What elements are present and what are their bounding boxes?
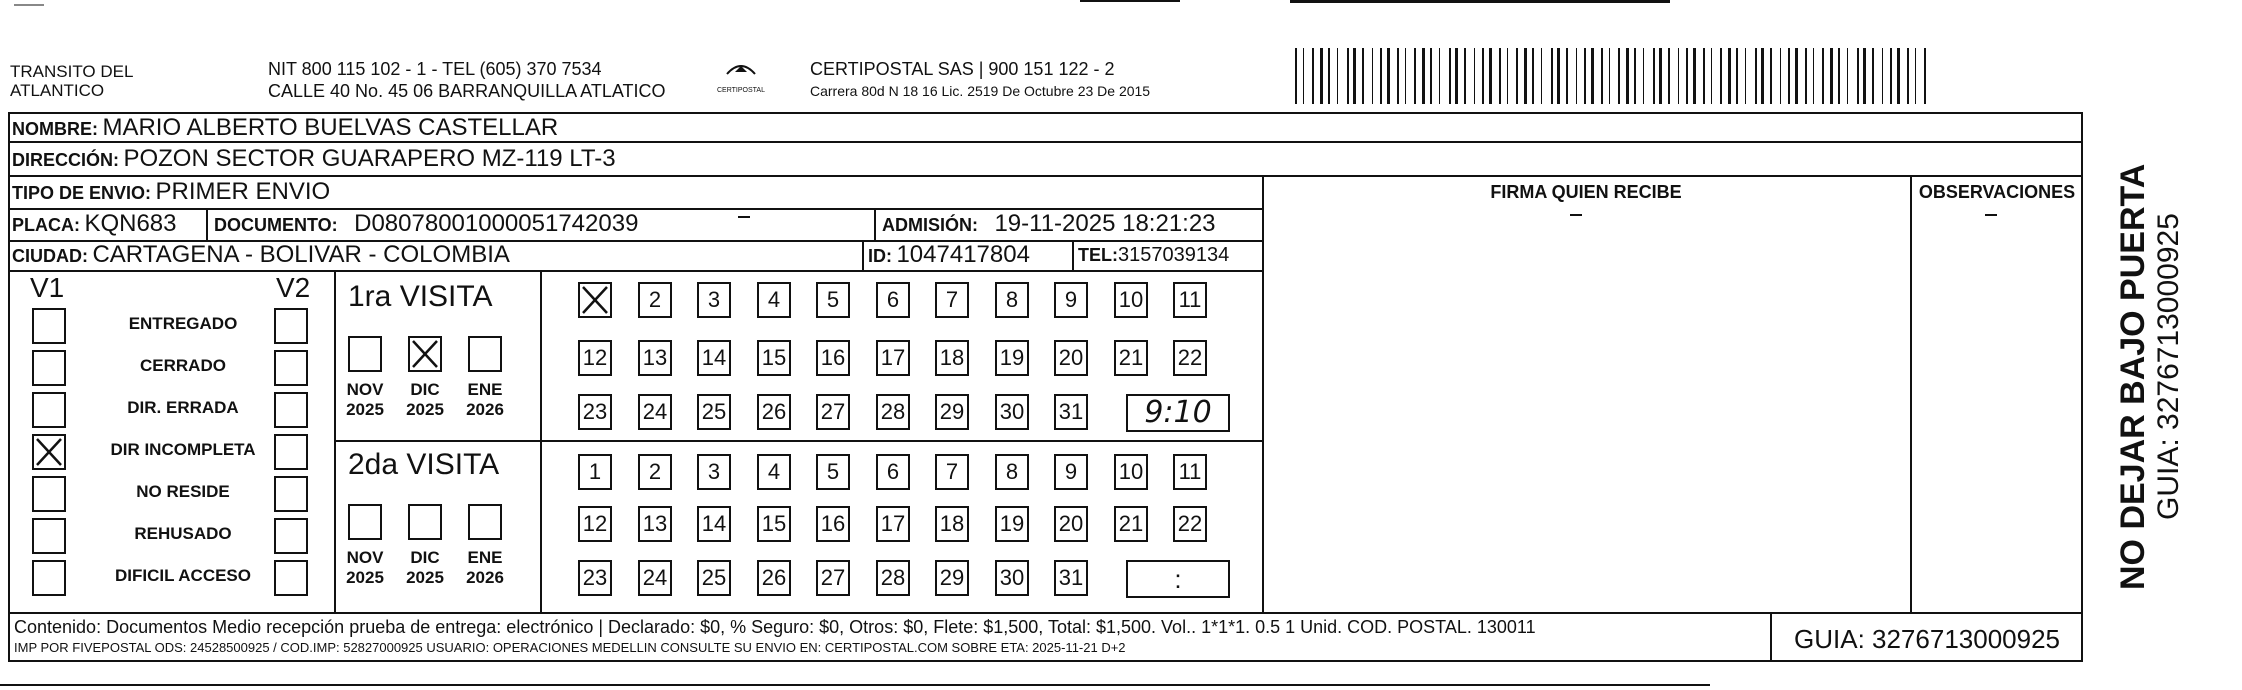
day-box[interactable]: 26 — [757, 394, 791, 430]
month-label — [460, 548, 510, 588]
footer-print-line: IMP POR FIVEPOSTAL ODS: 24528500925 / COD.IMP: 52827000925 USUARIO: OPERACIONES MEDELLIN CONSULTE SU ENVIO EN: CERTIPOSTAL.COM SOBRE ETA: 2025-11-21 D+2 — [14, 640, 1126, 655]
name-row — [12, 114, 558, 145]
month-label — [340, 548, 390, 588]
barcode — [1295, 48, 1930, 104]
address-value: POZON SECTOR GUARAPERO MZ-119 LT-3 — [123, 145, 616, 172]
top-scan-mark — [1080, 0, 1180, 2]
day-box[interactable]: 28 — [876, 560, 910, 596]
v2-checkbox[interactable] — [274, 476, 308, 512]
day-box[interactable]: 5 — [816, 282, 850, 318]
day-box[interactable]: 25 — [697, 394, 731, 430]
day-box[interactable]: 10 — [1114, 282, 1148, 318]
col-divider — [2081, 141, 2083, 175]
address-label: DIRECCIÓN: — [12, 150, 119, 170]
day-box[interactable]: 7 — [935, 282, 969, 318]
status-label: ENTREGADO — [128, 314, 238, 333]
name-value: MARIO ALBERTO BUELVAS CASTELLAR — [102, 114, 559, 141]
day-box[interactable]: 16 — [816, 340, 850, 376]
day-box[interactable]: 29 — [935, 394, 969, 430]
tick-mark — [1570, 214, 1582, 216]
day-box[interactable]: 12 — [578, 340, 612, 376]
day-box[interactable]: 11 — [1173, 282, 1207, 318]
document-cell — [214, 210, 638, 241]
v2-checkbox[interactable] — [274, 308, 308, 344]
top-scan-mark — [1290, 0, 1670, 3]
v2-checkbox[interactable] — [274, 518, 308, 554]
month-checkbox[interactable] — [468, 336, 502, 372]
city-value: CARTAGENA - BOLIVAR - COLOMBIA — [92, 241, 510, 268]
month-label — [340, 380, 390, 420]
month-label — [400, 380, 450, 420]
day-box[interactable]: 14 — [697, 506, 731, 542]
day-box[interactable]: 21 — [1114, 506, 1148, 542]
side-notice: NO DEJAR BAJO PUERTA — [2114, 163, 2152, 590]
id-value: 1047417804 — [896, 241, 1030, 268]
day-box[interactable]: 3 — [697, 282, 731, 318]
col-divider — [1910, 175, 1912, 613]
month-label — [400, 548, 450, 588]
courier-name: CERTIPOSTAL SAS | 900 151 122 - 2 — [810, 59, 1115, 79]
issuer-name — [10, 62, 133, 100]
v1-checkbox[interactable] — [32, 476, 66, 512]
col-divider — [874, 208, 876, 240]
side-guide: GUIA: 3276713000925 — [2152, 213, 2185, 520]
col-divider — [206, 208, 208, 240]
tick-mark — [738, 216, 750, 218]
v2-checkbox[interactable] — [274, 560, 308, 596]
day-box[interactable]: 6 — [876, 454, 910, 490]
month-checkbox[interactable] — [468, 504, 502, 540]
status-label: DIFICIL ACCESO — [114, 566, 251, 585]
day-box[interactable]: 24 — [638, 394, 672, 430]
v1-label: V1 — [30, 272, 65, 303]
day-box[interactable]: 6 — [876, 282, 910, 318]
month-name: NOV — [346, 548, 384, 567]
status-label: REHUSADO — [134, 524, 232, 543]
second-visit-title: 2da VISITA — [348, 448, 500, 481]
name-label: NOMBRE: — [12, 119, 98, 139]
v1-checkbox[interactable] — [32, 434, 66, 470]
document-value: D08078001000051742039 — [354, 210, 639, 237]
document-label: DOCUMENTO: — [214, 215, 338, 235]
day-box[interactable]: 22 — [1173, 340, 1207, 376]
month-year: 2026 — [466, 568, 504, 587]
x-mark-icon — [410, 338, 440, 370]
plate-value: KQN683 — [84, 210, 177, 237]
v1-checkbox[interactable] — [32, 350, 66, 386]
day-box[interactable]: 21 — [1114, 340, 1148, 376]
id-label: ID: — [868, 246, 892, 266]
id-cell — [868, 242, 1030, 271]
day-box[interactable]: 18 — [935, 340, 969, 376]
day-box[interactable]: 15 — [757, 506, 791, 542]
day-box[interactable]: 20 — [1054, 506, 1088, 542]
day-box[interactable]: 13 — [638, 506, 672, 542]
courier-logo-icon — [721, 58, 761, 82]
month-checkbox[interactable] — [408, 336, 442, 372]
second-visit-time-box[interactable] — [1126, 560, 1230, 598]
ship-type-label: TIPO DE ENVIO: — [12, 183, 152, 203]
month-label — [460, 380, 510, 420]
courier-license: Carrera 80d N 18 16 Lic. 2519 De Octubre 23 De 2015 — [810, 83, 1151, 99]
city-cell — [12, 242, 510, 271]
day-box[interactable]: 19 — [995, 506, 1029, 542]
month-name: ENE — [467, 548, 503, 567]
day-box[interactable]: 23 — [578, 560, 612, 596]
month-name: DIC — [410, 548, 440, 567]
plate-label: PLACA: — [12, 215, 80, 235]
day-box[interactable]: 9 — [1054, 282, 1088, 318]
col-divider — [862, 240, 864, 270]
ship-type-value: PRIMER ENVIO — [155, 178, 331, 205]
top-scan-mark — [14, 4, 44, 6]
issuer-address: CALLE 40 No. 45 06 BARRANQUILLA ATLATICO — [268, 81, 666, 101]
observations-header: OBSERVACIONES — [1918, 182, 2076, 202]
day-box[interactable]: 12 — [578, 506, 612, 542]
day-box[interactable]: 26 — [757, 560, 791, 596]
footer-guide: GUIA: 3276713000925 — [1794, 624, 2060, 654]
day-box[interactable]: 18 — [935, 506, 969, 542]
status-label: DIR. ERRADA — [127, 398, 239, 417]
day-box[interactable] — [578, 282, 612, 318]
tick-mark — [1985, 214, 1997, 216]
courier-info — [810, 58, 1150, 102]
month-name: ENE — [467, 380, 503, 399]
day-box[interactable]: 4 — [757, 282, 791, 318]
second-visit-time: : — [1174, 564, 1182, 594]
day-box[interactable]: 2 — [638, 454, 672, 490]
day-box[interactable]: 20 — [1054, 340, 1088, 376]
courier-logo — [706, 58, 776, 100]
col-divider — [540, 270, 542, 612]
month-name: DIC — [410, 380, 440, 399]
tel-label: TEL: — [1078, 245, 1118, 265]
tel-value: 3157039134 — [1118, 244, 1230, 266]
issuer-line-2: ATLANTICO — [10, 81, 105, 100]
visit-divider — [334, 440, 1263, 442]
first-visit-time: 9:10 — [1144, 395, 1212, 430]
status-label: NO RESIDE — [136, 482, 230, 501]
col-divider — [1072, 240, 1074, 270]
courier-logo-text: CERTIPOSTAL — [717, 87, 765, 94]
day-box[interactable]: 10 — [1114, 454, 1148, 490]
day-box[interactable]: 31 — [1054, 394, 1088, 430]
day-box[interactable]: 27 — [816, 560, 850, 596]
issuer-contact — [268, 58, 666, 102]
admission-label: ADMISIÓN: — [882, 215, 978, 235]
v1-checkbox[interactable] — [32, 518, 66, 554]
first-visit-time-box[interactable] — [1126, 394, 1230, 432]
col-divider — [1262, 175, 1264, 613]
ship-type-row — [12, 178, 330, 209]
x-mark-icon — [580, 284, 610, 316]
day-box[interactable]: 14 — [697, 340, 731, 376]
day-box[interactable]: 25 — [697, 560, 731, 596]
v2-label: V2 — [276, 272, 311, 303]
day-box[interactable]: 16 — [816, 506, 850, 542]
v1-checkbox[interactable] — [32, 560, 66, 596]
month-checkbox[interactable] — [348, 336, 382, 372]
day-box[interactable]: 17 — [876, 506, 910, 542]
day-box[interactable]: 28 — [876, 394, 910, 430]
day-box[interactable]: 13 — [638, 340, 672, 376]
day-box[interactable]: 8 — [995, 454, 1029, 490]
city-label: CIUDAD: — [12, 246, 88, 266]
v2-checkbox[interactable] — [274, 392, 308, 428]
month-name: NOV — [346, 380, 384, 399]
footer-content-line: Contenido: Documentos Medio recepción prueba de entrega: electrónico | Declarado: $0, % Seguro: $0, Otros: $0, Flete: $1,500, Total: $1,500. Vol.. 1*1*1. 0.5 1 Unid. COD. POSTAL. 130011 — [14, 617, 1536, 637]
v2-checkbox[interactable] — [274, 434, 308, 470]
barcode-image — [1295, 48, 1930, 104]
issuer-line-1: TRANSITO DEL — [10, 62, 134, 81]
footer-content — [14, 616, 1764, 658]
day-box[interactable]: 4 — [757, 454, 791, 490]
day-box[interactable]: 31 — [1054, 560, 1088, 596]
issuer-nit: NIT 800 115 102 - 1 - TEL (605) 370 7534 — [268, 59, 602, 79]
status-label: DIR INCOMPLETA — [110, 440, 256, 459]
day-box[interactable]: 30 — [995, 394, 1029, 430]
day-box[interactable]: 24 — [638, 560, 672, 596]
day-box[interactable]: 1 — [578, 454, 612, 490]
signature-header: FIRMA QUIEN RECIBE — [1490, 182, 1682, 202]
bottom-scan-mark — [0, 684, 1710, 686]
day-box[interactable]: 30 — [995, 560, 1029, 596]
day-box[interactable]: 15 — [757, 340, 791, 376]
month-year: 2025 — [406, 400, 444, 419]
day-box[interactable]: 17 — [876, 340, 910, 376]
month-year: 2026 — [466, 400, 504, 419]
day-box[interactable]: 8 — [995, 282, 1029, 318]
v2-checkbox[interactable] — [274, 350, 308, 386]
col-divider — [334, 270, 336, 612]
month-checkbox[interactable] — [408, 504, 442, 540]
status-label: CERRADO — [140, 356, 226, 375]
day-box[interactable]: 5 — [816, 454, 850, 490]
month-year: 2025 — [346, 568, 384, 587]
month-year: 2025 — [406, 568, 444, 587]
month-checkbox[interactable] — [348, 504, 382, 540]
tel-cell — [1078, 242, 1229, 270]
admission-cell — [882, 210, 1216, 241]
day-box[interactable]: 11 — [1173, 454, 1207, 490]
plate-cell — [12, 210, 177, 241]
first-visit-title: 1ra VISITA — [348, 280, 493, 313]
day-box[interactable]: 29 — [935, 560, 969, 596]
admission-value: 19-11-2025 18:21:23 — [994, 210, 1216, 237]
address-row — [12, 144, 616, 177]
month-year: 2025 — [346, 400, 384, 419]
day-box[interactable]: 27 — [816, 394, 850, 430]
day-box[interactable]: 23 — [578, 394, 612, 430]
day-box[interactable]: 3 — [697, 454, 731, 490]
day-box[interactable]: 22 — [1173, 506, 1207, 542]
day-box[interactable]: 19 — [995, 340, 1029, 376]
day-box[interactable]: 2 — [638, 282, 672, 318]
v1-checkbox[interactable] — [32, 308, 66, 344]
day-box[interactable]: 7 — [935, 454, 969, 490]
v1-checkbox[interactable] — [32, 392, 66, 428]
x-mark-icon — [34, 436, 64, 468]
day-box[interactable]: 9 — [1054, 454, 1088, 490]
